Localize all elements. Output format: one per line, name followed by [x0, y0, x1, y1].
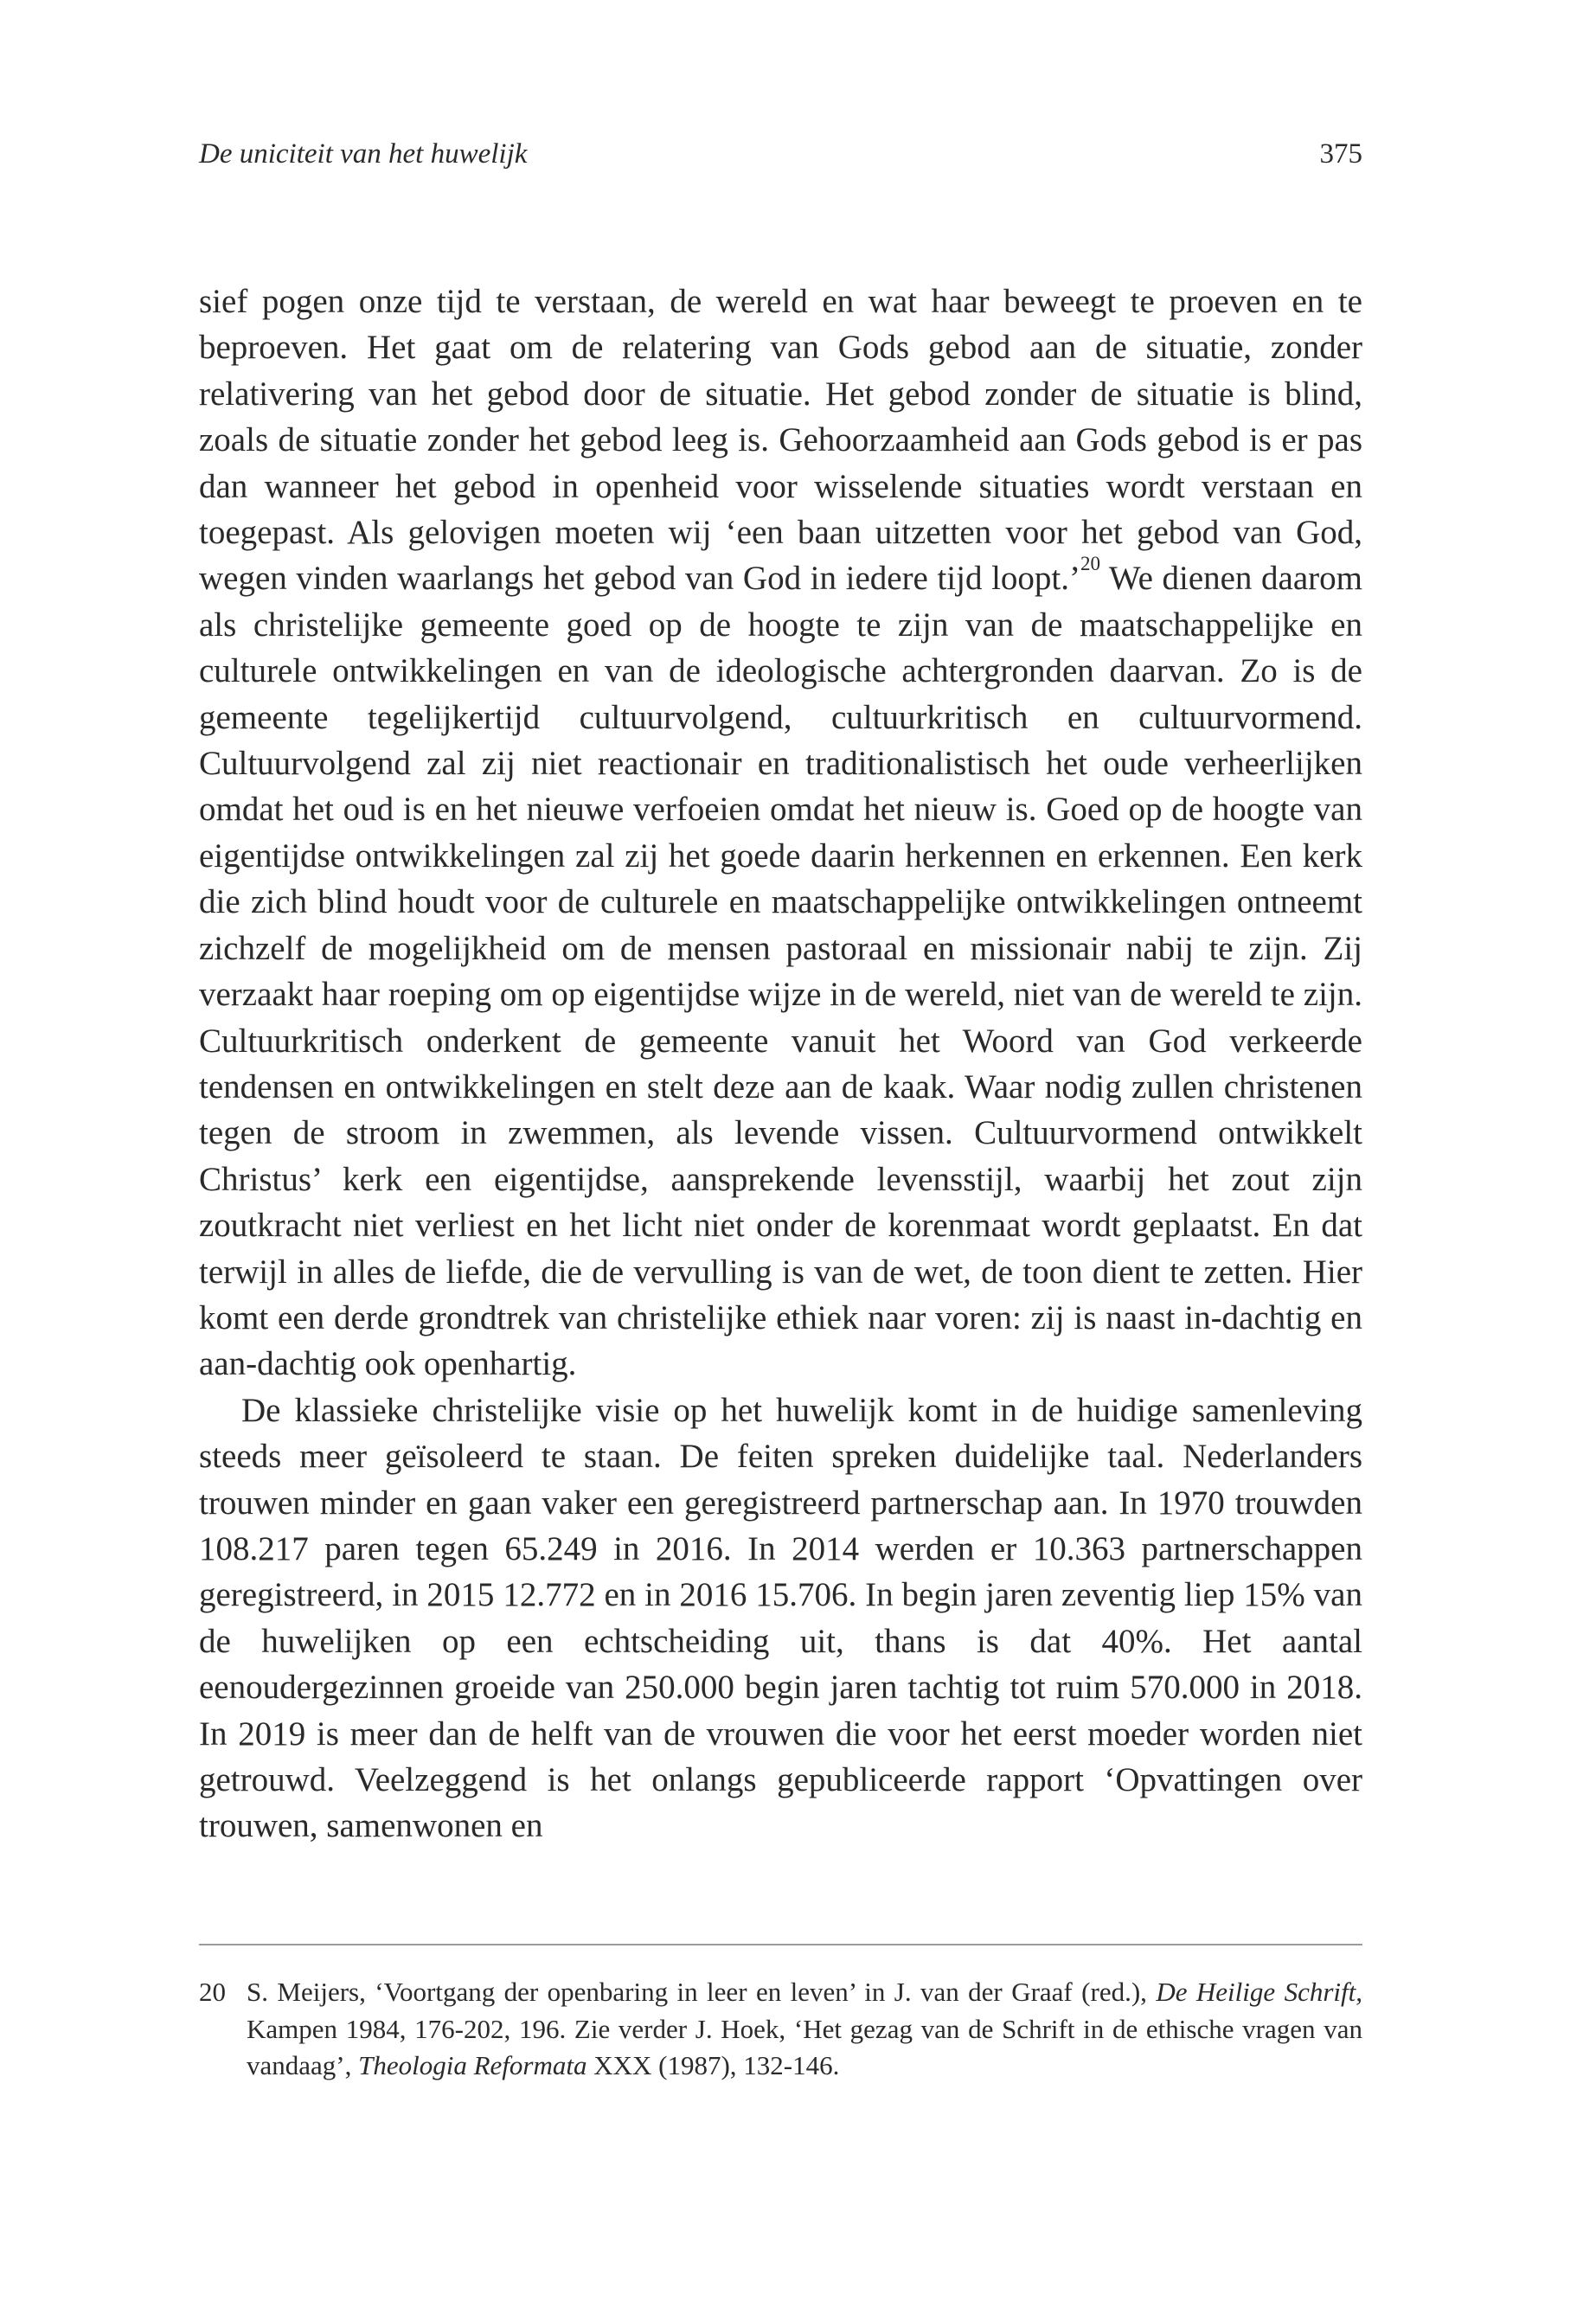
- footnote-divider: [199, 1944, 1362, 1945]
- body-text: [199, 279, 1362, 1849]
- footnote-text-part-5: XXX (1987), 132-146.: [586, 2050, 840, 2080]
- paragraph-1: [199, 279, 1362, 1388]
- paragraph-2: De klassieke christelijke visie op het huwelijk komt in de huidige samenleving steeds meer geïsoleerd te staan. De feiten spreken duidelijke taal. Nederlanders trouwen minder en gaan vaker een geregistreerd partnerschap aan. In 1970 trouwden 108.217 paren tegen 65.249 in 2016. In 2014 werden er 10.363 partnerschappen geregistreerd, in 2015 12.772 en in 2016 15.706. In begin jaren zeventig liep 15% van de huwelijken op een echtscheiding uit, thans is dat 40%. Het aantal eenoudergezinnen groeide van 250.000 begin jaren tachtig tot ruim 570.000 in 2018. In 2019 is meer dan de helft van de vrouwen die voor het eerst moeder worden niet getrouwd. Veelzeggend is het onlangs gepubliceerde rapport ‘Opvattingen over trouwen, samenwonen en: [199, 1391, 1362, 1845]
- footnote-text: [247, 1974, 1362, 2085]
- footnote-20: [199, 1974, 1362, 2085]
- footnote-reference[interactable]: 20: [1080, 553, 1100, 575]
- footnote-text-part-3: Kampen 1984, 176-202, 196. Zie verder J. Hoek, ‘Het gezag van de Schrift in de ethische vragen van vandaag’,: [247, 2013, 1362, 2080]
- paragraph-1-part-b: We dienen daarom als christelijke gemeente goed op de hoogte te zijn van de maatschappelijke en culturele ontwikkelingen en van de ideologische achtergronden daarvan. Zo is de gemeente tegelijkertijd cultuurvolgend, cultuurkritisch en cultuurvormend. Cultuurvolgend zal zij niet reactionair en traditionalistisch het oude verheerlijken omdat het oud is en het nieuwe verfoeien omdat het nieuw is. Goed op de hoogte van eigentijdse ontwikkelingen zal zij het goede daarin herkennen en erkennen. Een kerk die zich blind houdt voor de culturele en maatschappelijke ontwikkelingen ontneemt zichzelf de mogelijkheid om de mensen pastoraal en missionair nabij te zijn. Zij verzaakt haar roeping om op eigentijdse wijze in de wereld, niet van de wereld te zijn. Cultuurkritisch onderkent de gemeente vanuit het Woord van God verkeerde tendensen en ontwikkelingen en stelt deze aan de kaak. Waar nodig zullen christenen tegen de stroom in zwemmen, als levende vissen. Cultuurvormend ontwikkelt Christus’ kerk een eigentijdse, aansprekende levensstijl, waarbij het zout zijn zoutkracht niet verliest en het licht niet onder de korenmaat wordt geplaatst. En dat terwijl in alles de liefde, die de vervulling is van de wet, de toon dient te zetten. Hier komt een derde grondtrek van christelijke ethiek naar voren: zij is naast in-dachtig en aan-dachtig ook openhartig.: [199, 560, 1362, 1383]
- footnote-text-part-1: S. Meijers, ‘Voortgang der openbaring in leer en leven’ in J. van der Graaf (red.),: [247, 1977, 1157, 2007]
- running-head: [199, 137, 1362, 171]
- page-number: 375: [1319, 138, 1362, 170]
- paragraph-1-part-a: sief pogen onze tijd te verstaan, de wereld en wat haar beweegt te proeven en te beproeven. Het gaat om de relatering van Gods gebod aan de situatie, zonder relativering van het gebod door de situatie. Het gebod zonder de situatie is blind, zoals de situatie zonder het gebod leeg is. Gehoorzaamheid aan Gods gebod is er pas dan wanneer het gebod in openheid voor wisselende situaties wordt verstaan en toegepast. Als gelovigen moeten wij ‘een baan uitzetten voor het gebod van God, wegen vinden waarlangs het gebod van God in iedere tijd loopt.’: [199, 283, 1362, 598]
- running-title: De uniciteit van het huwelijk: [199, 138, 528, 170]
- footnote-number: 20: [199, 1977, 226, 2007]
- footnote-book-title: De Heilige Schrift,: [1156, 1977, 1362, 2007]
- footnote-journal-title: Theologia Reformata: [358, 2050, 587, 2080]
